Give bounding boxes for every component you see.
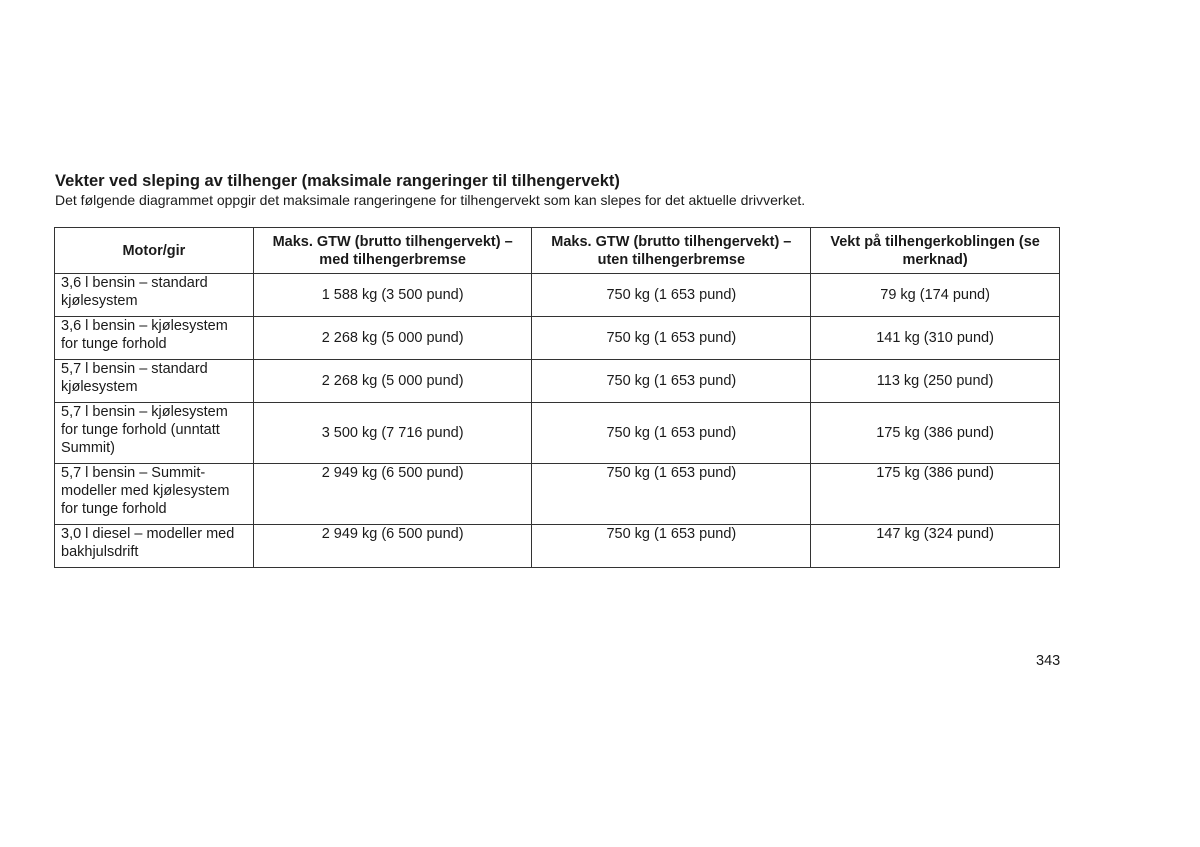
gtw-with-brake-cell: 1 588 kg (3 500 pund) bbox=[253, 274, 532, 317]
page-number: 343 bbox=[1036, 653, 1061, 669]
tongue-weight-cell: 147 kg (324 pund) bbox=[811, 525, 1060, 568]
column-header-engine: Motor/gir bbox=[55, 228, 254, 274]
table-row bbox=[55, 403, 1060, 464]
tongue-weight-cell: 79 kg (174 pund) bbox=[811, 274, 1060, 317]
table-header-row bbox=[55, 228, 1060, 274]
section-title: Vekter ved sleping av tilhenger (maksimale rangeringer til tilhengervekt) bbox=[55, 172, 620, 190]
table-row bbox=[55, 317, 1060, 360]
table-row bbox=[55, 464, 1060, 525]
column-header-gtw-with-brake: Maks. GTW (brutto tilhengervekt) – med tilhengerbremse bbox=[253, 228, 532, 274]
engine-cell: 3,6 l bensin – standard kjølesystem bbox=[55, 274, 254, 317]
column-header-tongue-weight: Vekt på tilhengerkoblingen (se merknad) bbox=[811, 228, 1060, 274]
gtw-without-brake-cell: 750 kg (1 653 pund) bbox=[532, 360, 811, 403]
tongue-weight-cell: 141 kg (310 pund) bbox=[811, 317, 1060, 360]
section-intro: Det følgende diagrammet oppgir det maksimale rangeringene for tilhengervekt som kan slepes for det aktuelle drivverket. bbox=[55, 192, 806, 208]
gtw-with-brake-cell: 2 949 kg (6 500 pund) bbox=[253, 525, 532, 568]
table-row bbox=[55, 525, 1060, 568]
gtw-with-brake-cell: 2 268 kg (5 000 pund) bbox=[253, 317, 532, 360]
engine-cell: 5,7 l bensin – Summit-modeller med kjølesystem for tunge forhold bbox=[55, 464, 254, 525]
gtw-without-brake-cell: 750 kg (1 653 pund) bbox=[532, 317, 811, 360]
gtw-without-brake-cell: 750 kg (1 653 pund) bbox=[532, 464, 811, 525]
gtw-without-brake-cell: 750 kg (1 653 pund) bbox=[532, 525, 811, 568]
engine-cell: 3,6 l bensin – kjølesystem for tunge forhold bbox=[55, 317, 254, 360]
gtw-without-brake-cell: 750 kg (1 653 pund) bbox=[532, 403, 811, 464]
tongue-weight-cell: 175 kg (386 pund) bbox=[811, 403, 1060, 464]
gtw-with-brake-cell: 2 949 kg (6 500 pund) bbox=[253, 464, 532, 525]
gtw-with-brake-cell: 3 500 kg (7 716 pund) bbox=[253, 403, 532, 464]
column-header-gtw-without-brake: Maks. GTW (brutto tilhengervekt) – uten tilhengerbremse bbox=[532, 228, 811, 274]
engine-cell: 5,7 l bensin – kjølesystem for tunge forhold (unntatt Summit) bbox=[55, 403, 254, 464]
tongue-weight-cell: 175 kg (386 pund) bbox=[811, 464, 1060, 525]
towing-weights-table bbox=[54, 227, 1060, 568]
engine-cell: 5,7 l bensin – standard kjølesystem bbox=[55, 360, 254, 403]
table-row bbox=[55, 274, 1060, 317]
table-row bbox=[55, 360, 1060, 403]
gtw-with-brake-cell: 2 268 kg (5 000 pund) bbox=[253, 360, 532, 403]
tongue-weight-cell: 113 kg (250 pund) bbox=[811, 360, 1060, 403]
gtw-without-brake-cell: 750 kg (1 653 pund) bbox=[532, 274, 811, 317]
engine-cell: 3,0 l diesel – modeller med bakhjulsdrift bbox=[55, 525, 254, 568]
